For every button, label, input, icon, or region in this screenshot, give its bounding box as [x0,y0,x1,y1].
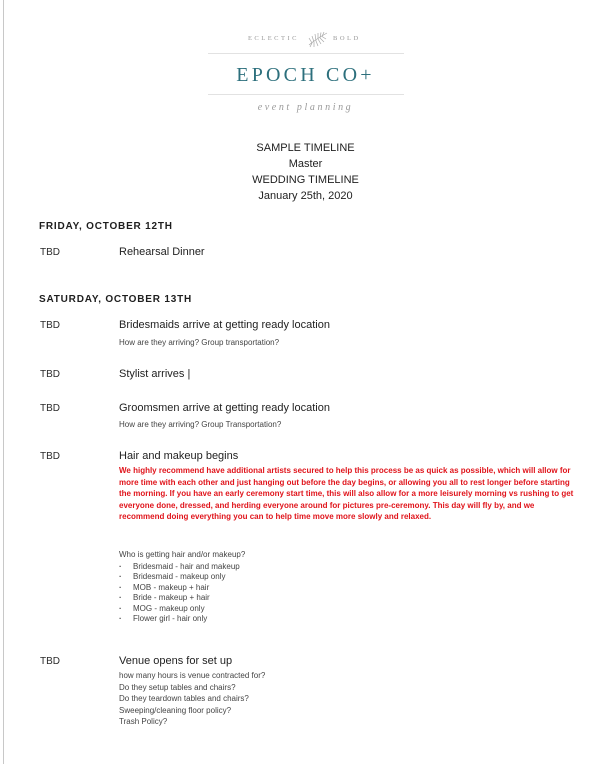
logo-divider-top [208,53,404,54]
list-item: Do they setup tables and chairs? [119,682,236,692]
list-item: · Bridesmaid - makeup only [119,572,240,582]
title-line-1: SAMPLE TIMELINE [256,142,355,154]
logo-word-eclectic: ECLECTIC [247,35,299,42]
list-item: Do they teardown tables and chairs? [119,694,249,704]
title-line-3: WEDDING TIMELINE [252,174,359,186]
event-note: How are they arriving? Group Transportation? [119,420,282,429]
logo-divider-bottom [208,94,404,95]
list-item: · Bridesmaid - hair and makeup [119,562,240,572]
event-time: TBD [40,656,60,667]
event-title-rehearsal-dinner: Rehearsal Dinner [119,246,205,258]
logo-word-bold: BOLD [333,35,361,42]
list-item: how many hours is venue contracted for? [119,671,266,680]
list-item: · Flower girl - hair only [119,614,240,624]
recommendation-warning: We highly recommend have additional artists secured to help this process be as quick as possible, which will allow for more time with each other and just hanging out before the day begins, or allowing you all to rest longer before starting the morning. If you have an early ceremony start time, this will also allow for a more leisurely morning vs rushing to get everyone done, dressed, and herding everyone around for pictures pre-ceremony. This day will fly by, and we recommend doing everything you can to help time move more slowly and relaxed. [119,466,574,522]
day-heading-friday: FRIDAY, OCTOBER 12TH [39,221,173,232]
event-time: TBD [40,247,60,258]
list-item: · MOB - makeup + hair [119,583,240,593]
hair-makeup-question: Who is getting hair and/or makeup? [119,550,246,559]
logo-wordmark: EPOCH CO+ [236,64,375,86]
event-title-groomsmen-arrive: Groomsmen arrive at getting ready location [119,402,330,414]
event-time: TBD [40,403,60,414]
event-title-venue-opens: Venue opens for set up [119,655,233,667]
document-title-block [0,140,611,204]
event-time: TBD [40,320,60,331]
brand-logo [0,0,611,120]
event-note: How are they arriving? Group transportation? [119,338,280,347]
day-heading-saturday: SATURDAY, OCTOBER 13TH [39,294,192,305]
list-item: · Bride - makeup + hair [119,593,240,603]
venue-questions [119,670,265,728]
title-line-2: Master [288,158,323,170]
logo-tagline: event planning [257,102,354,113]
event-title-hair-and-makeup: Hair and makeup begins [119,450,239,462]
list-item: · MOG - makeup only [119,604,240,614]
event-time: TBD [40,451,60,462]
list-item: Sweeping/cleaning floor policy? [119,705,232,715]
event-title-bridesmaids-arrive: Bridesmaids arrive at getting ready location [119,319,330,331]
title-line-4: January 25th, 2020 [258,190,353,202]
event-time: TBD [40,369,60,380]
list-item: Trash Policy? [119,717,168,727]
hair-makeup-list [119,562,240,624]
event-title-stylist-arrives: Stylist arrives | [119,368,191,380]
palm-leaf-icon [306,31,330,49]
